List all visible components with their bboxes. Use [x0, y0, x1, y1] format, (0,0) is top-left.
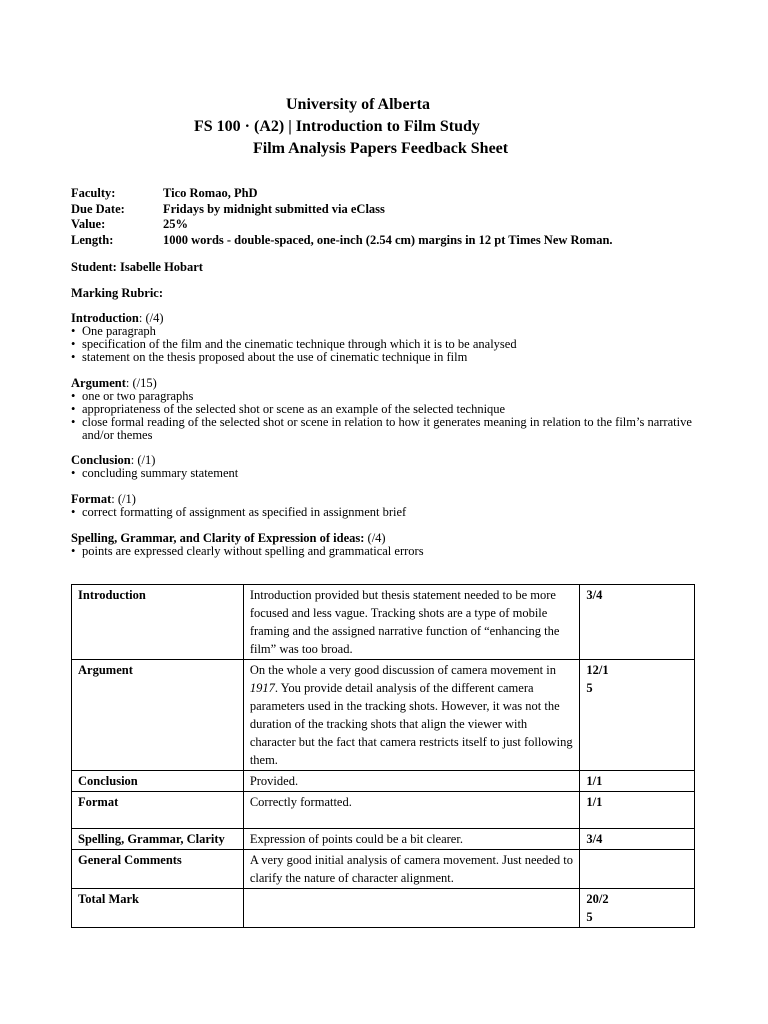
- table-row: [72, 850, 695, 889]
- rubric-heading: Argument: [71, 376, 126, 390]
- student-name: Student: Isabelle Hobart: [71, 260, 203, 274]
- row-mark: [580, 889, 695, 928]
- table-row: [72, 792, 695, 829]
- rubric-score: (/4): [364, 531, 386, 545]
- course-meta: [71, 186, 613, 248]
- meta-key: Due Date:: [71, 201, 125, 216]
- list-item: • close formal reading of the selected shot or scene in relation to how it generates meaning in relation to the film’s narrative and/or themes: [71, 416, 721, 442]
- comment-text: . You provide detail analysis of the different camera parameters used in the tracking shots. However, it was not the duration of the tracking shots that align the viewer with character but the fact that camera restricts itself to just following them.: [249, 681, 573, 767]
- list-item: • one or two paragraphs: [71, 390, 721, 403]
- mark-value: 1/1: [586, 774, 603, 788]
- row-comment: A very good initial analysis of camera movement. Just needed to clarify the nature of character alignment.: [243, 850, 580, 889]
- meta-value: 25%: [163, 217, 188, 232]
- row-comment: [243, 660, 580, 771]
- rubric-bullets: [71, 467, 721, 480]
- rubric-format: [71, 492, 721, 519]
- rubric-introduction: [71, 311, 721, 364]
- rubric-bullets: [71, 390, 721, 442]
- rubric-score: : (/1): [111, 492, 136, 506]
- rubric-heading: Conclusion: [71, 453, 131, 467]
- rubric-bullets: [71, 325, 721, 364]
- row-label: Introduction: [72, 585, 244, 660]
- rubric-spelling: [71, 531, 721, 558]
- list-item: • specification of the film and the cinematic technique through which it is to be analysed: [71, 338, 721, 351]
- mark-value: 1/1: [586, 795, 603, 809]
- rubric-title: Marking Rubric:: [71, 286, 164, 300]
- rubric-heading: Format: [71, 492, 112, 506]
- row-mark: [580, 829, 695, 850]
- list-item: • points are expressed clearly without spelling and grammatical errors: [71, 545, 721, 558]
- table-row: [72, 771, 695, 792]
- meta-length: [71, 233, 613, 249]
- table-row: [72, 585, 695, 660]
- rubric-argument: [71, 376, 721, 442]
- rubric-score: : (/4): [138, 311, 164, 325]
- rubric-bullets: [71, 545, 721, 558]
- rubric-score: : (/15): [125, 376, 157, 390]
- row-label: Format: [72, 792, 244, 829]
- meta-due-date: [71, 202, 613, 218]
- meta-value: 1000 words - double-spaced, one-inch (2.54 cm) margins in 12 pt Times New Roman.: [163, 232, 613, 247]
- row-label: Spelling, Grammar, Clarity: [72, 829, 244, 850]
- rubric-score: : (/1): [130, 453, 156, 467]
- table-row: [72, 829, 695, 850]
- sheet-title: Film Analysis Papers Feedback Sheet: [253, 140, 509, 157]
- rubric-bullets: [71, 506, 721, 519]
- row-comment: Provided.: [243, 771, 580, 792]
- university-title: University of Alberta: [286, 96, 430, 113]
- row-label: Argument: [72, 660, 244, 771]
- row-comment: Expression of points could be a bit clearer.: [243, 829, 580, 850]
- meta-value: [71, 217, 613, 233]
- mark-value: 3/4: [586, 832, 603, 846]
- row-label: Total Mark: [72, 889, 244, 928]
- row-mark: [580, 792, 695, 829]
- list-item: • appropriateness of the selected shot or scene as an example of the selected technique: [71, 403, 721, 416]
- meta-key: Faculty:: [71, 186, 116, 200]
- mark-value: 20/25: [586, 892, 609, 924]
- meta-value: Fridays by midnight submitted via eClass: [163, 201, 385, 216]
- course-title: FS 100 · (A2) | Introduction to Film Study: [194, 118, 480, 135]
- row-mark: [580, 660, 695, 771]
- rubric-heading: Spelling, Grammar, and Clarity of Expression of ideas:: [71, 531, 365, 545]
- row-label: Conclusion: [72, 771, 244, 792]
- rubric-heading: Introduction: [71, 311, 139, 325]
- row-comment: [243, 889, 580, 928]
- table-row: [72, 660, 695, 771]
- row-mark: [580, 771, 695, 792]
- list-item: • concluding summary statement: [71, 467, 721, 480]
- film-title: 1917: [249, 681, 275, 695]
- meta-faculty: [71, 186, 613, 202]
- feedback-table: [71, 584, 695, 928]
- meta-value: Tico Romao, PhD: [163, 186, 258, 200]
- list-item: • One paragraph: [71, 325, 721, 338]
- row-mark: [580, 585, 695, 660]
- list-item: • correct formatting of assignment as specified in assignment brief: [71, 506, 721, 519]
- row-label: General Comments: [72, 850, 244, 889]
- rubric-conclusion: [71, 453, 721, 480]
- row-comment: Correctly formatted.: [243, 792, 580, 829]
- list-item: • statement on the thesis proposed about the use of cinematic technique in film: [71, 351, 721, 364]
- mark-value: 3/4: [586, 588, 603, 602]
- comment-text: On the whole a very good discussion of camera movement in: [249, 663, 556, 677]
- mark-value: 12/15: [586, 663, 609, 695]
- row-mark: [580, 850, 695, 889]
- table-row: [72, 889, 695, 928]
- meta-key: Length:: [71, 232, 114, 247]
- row-comment: Introduction provided but thesis statement needed to be more focused and less vague. Tracking shots are a type of mobile framing and the assigned narrative function of “enhancing the film” was too broad.: [243, 585, 580, 660]
- meta-key: Value:: [71, 217, 106, 232]
